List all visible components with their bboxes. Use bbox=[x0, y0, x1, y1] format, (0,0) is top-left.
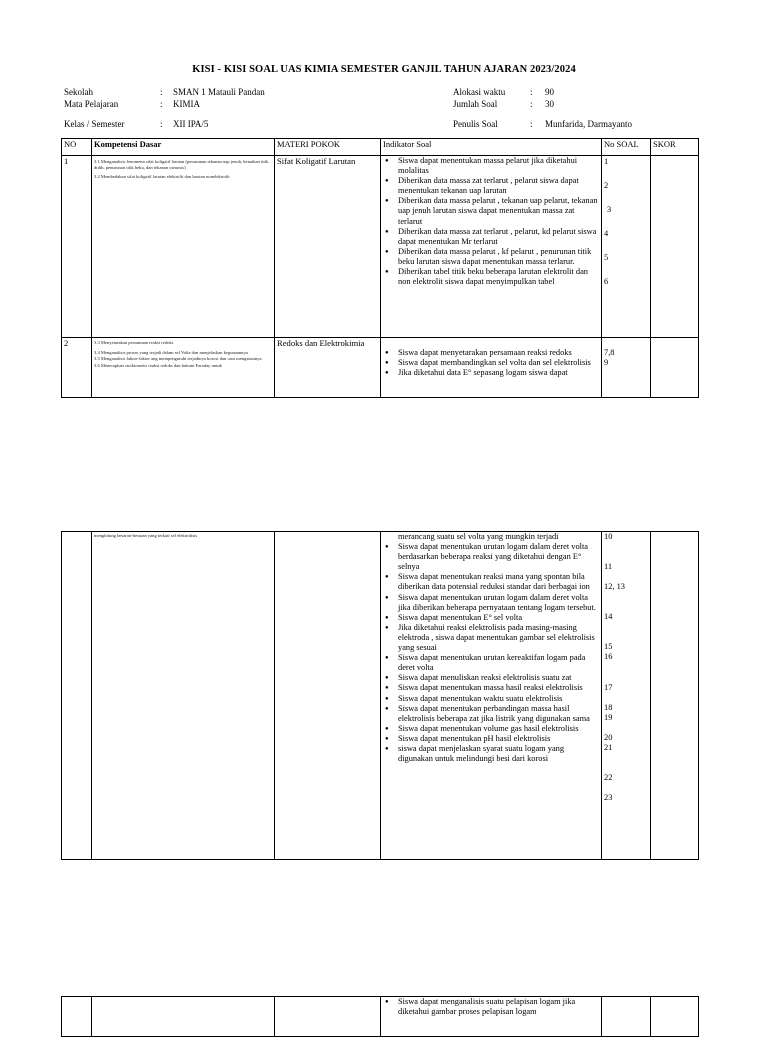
indikator-item: ● Siswa dapat menentukan massa pelarut jika diketahui molalitas bbox=[383, 156, 599, 176]
no-soal: 23 bbox=[604, 793, 613, 803]
meta-label-jumlah-soal: Jumlah Soal bbox=[453, 99, 498, 109]
kd-cell bbox=[92, 156, 275, 338]
meta-colon: : bbox=[160, 87, 163, 97]
no-soal: 2 bbox=[604, 181, 609, 191]
skor-cell bbox=[651, 532, 699, 860]
kd-item: 3.5 Menganalisis faktor-faktor ang mempengaruhi terjadinya korosi dan cara mengatasinya bbox=[94, 356, 262, 362]
indikator-cell bbox=[381, 532, 602, 860]
meta-label-alokasi: Alokasi waktu bbox=[453, 87, 506, 97]
no-soal: 9 bbox=[604, 358, 609, 368]
kd-cell bbox=[92, 997, 275, 1037]
indikator-item: ● Siswa dapat menentukan volume gas hasil elektrolisis bbox=[383, 724, 599, 734]
meta-label-penulis: Penulis Soal bbox=[453, 119, 498, 129]
no-soal-cell bbox=[602, 338, 651, 398]
header-materi-pokok: MATERI POKOK bbox=[275, 139, 381, 156]
kd-cell: menghitung besaran-besaran yang terkait sel elektrolisis bbox=[92, 532, 275, 860]
meta-colon: : bbox=[160, 119, 163, 129]
materi-pokok: Redoks dan Elektrokimia bbox=[275, 338, 381, 398]
indikator-item: ● Siswa dapat menentukan E° sel volta bbox=[383, 613, 599, 623]
no-soal: 12, 13 bbox=[604, 582, 625, 592]
kd-item: 3.3 Menyetarakan persamaan reaksi redoks bbox=[94, 340, 174, 345]
header-no-soal: No SOAL bbox=[602, 139, 651, 156]
materi-pokok: Sifat Koligatif Larutan bbox=[275, 156, 381, 338]
indikator-item: ● Jika diketahui data E° sepasang logam siswa dapat bbox=[383, 368, 599, 378]
indikator-item: ● Siswa dapat menentukan perbandingan massa hasil elektrolisis beberapa zat jika listrik yang digunakan sama bbox=[383, 704, 599, 724]
meta-colon: : bbox=[160, 99, 163, 109]
meta-colon: : bbox=[530, 119, 533, 129]
no-soal-cell bbox=[602, 156, 651, 338]
header-kompetensi-dasar: Kompetensi Dasar bbox=[92, 139, 275, 156]
no-soal: 20 bbox=[604, 732, 613, 742]
indikator-item: ● Siswa dapat menentukan massa hasil reaksi elektrolisis bbox=[383, 683, 599, 693]
meta-right bbox=[453, 86, 683, 136]
meta-label-mapel: Mata Pelajaran bbox=[64, 99, 119, 109]
no-soal: 14 bbox=[604, 612, 613, 622]
materi-pokok bbox=[275, 532, 381, 860]
indikator-item: ● Diberikan tabel titik beku beberapa larutan elektrolit dan non elektrolit siswa dapat menyimpulkan tabel bbox=[383, 267, 599, 287]
kisi-table-continued bbox=[61, 531, 699, 860]
indikator-item: ● Diberikan data massa zat terlarut , pelarut siswa dapat menentukan tekanan uap larutan bbox=[383, 176, 599, 196]
header-skor: SKOR bbox=[651, 139, 699, 156]
no-soal: 21 bbox=[604, 742, 613, 752]
no-soal: 15 bbox=[604, 642, 613, 652]
indikator-item: ● Diberikan data massa zat terlarut , pelarut, kd pelarut siswa dapat menentukan Mr terlarut bbox=[383, 227, 599, 247]
no-soal: 19 bbox=[604, 712, 613, 722]
indikator-item: ● siswa dapat menjelaskan syarat suatu logam yang digunakan untuk melindungi besi dari korosi bbox=[383, 744, 599, 764]
header-no: NO bbox=[62, 139, 92, 156]
no-soal: 18 bbox=[604, 702, 613, 712]
indikator-continued: merancang suatu sel volta yang mungkin terjadi bbox=[398, 532, 559, 541]
indikator-item: ● Siswa dapat menyetarakan persamaan reaksi redoks bbox=[383, 348, 599, 358]
indikator-cell bbox=[381, 156, 602, 338]
kisi-table-page3 bbox=[61, 996, 699, 1037]
indikator-item: ● Siswa dapat menentukan urutan kereaktifan logam pada deret volta bbox=[383, 653, 599, 673]
kd-cell bbox=[92, 338, 275, 398]
skor-cell bbox=[651, 156, 699, 338]
indikator-item: ● Siswa dapat membandingkan sel volta dan sel elektrolisis bbox=[383, 358, 599, 368]
table-header-row bbox=[62, 139, 699, 156]
no-soal: 1 bbox=[604, 157, 609, 166]
materi-pokok bbox=[275, 997, 381, 1037]
no-soal: 16 bbox=[604, 652, 613, 662]
indikator-item: ● Diberikan data massa pelarut , tekanan uap pelarut, tekanan uap jenuh larutan siswa dapat menentukan massa zat terlarut bbox=[383, 196, 599, 226]
indikator-item: ● Siswa dapat menentukan urutan logam dalam deret volta jika diberikan beberapa pernyataan tentang logam tersebut. bbox=[383, 593, 599, 613]
indikator-item: ● Siswa dapat menentukan pH hasil elektrolisis bbox=[383, 734, 599, 744]
table-row bbox=[62, 532, 699, 860]
meta-value-penulis: Munfarida, Darmayanto bbox=[545, 119, 632, 129]
meta-label-sekolah: Sekolah bbox=[64, 87, 93, 97]
kd-item: 3.6 Menerapkan stoikiometri reaksi redoks dan hukum Faraday untuk bbox=[94, 362, 222, 368]
no-soal: 10 bbox=[604, 532, 613, 541]
row-no: 2 bbox=[62, 338, 92, 398]
meta-value-kelas: XII IPA/5 bbox=[173, 119, 209, 129]
no-soal: 4 bbox=[604, 229, 609, 239]
no-soal: 6 bbox=[604, 277, 609, 287]
meta-left bbox=[64, 86, 294, 136]
indikator-cell bbox=[381, 997, 602, 1037]
skor-cell bbox=[651, 997, 699, 1037]
indikator-item: ● Siswa dapat menganalisis suatu pelapisan logam jika diketahui gambar proses pelapisan logam bbox=[383, 997, 599, 1017]
no-soal-cell bbox=[602, 532, 651, 860]
meta-value-alokasi: 90 bbox=[545, 87, 554, 97]
indikator-cell bbox=[381, 338, 602, 398]
skor-cell bbox=[651, 338, 699, 398]
table-row bbox=[62, 997, 699, 1037]
kd-item: 3.4 Menganalisis proses yang terjadi dalam sel Volta dan menjelaskan kegunaannya bbox=[94, 349, 248, 355]
meta-colon: : bbox=[530, 87, 533, 97]
kd-item: 3.2 Membedakan sifat koligatif larutan elektrolit dan larutan nonelektrolit bbox=[94, 174, 230, 180]
table-row bbox=[62, 338, 699, 398]
indikator-item: ● Siswa dapat menentukan waktu suatu elektrolisis bbox=[383, 694, 599, 704]
row-no: 1 bbox=[62, 156, 92, 338]
indikator-item: ● Siswa dapat menuliskan reaksi elektrolisis suatu zat bbox=[383, 673, 599, 683]
no-soal: 22 bbox=[604, 773, 613, 783]
meta-value-jumlah-soal: 30 bbox=[545, 99, 554, 109]
table-row bbox=[62, 156, 699, 338]
meta-value-sekolah: SMAN 1 Matauli Pandan bbox=[173, 87, 265, 97]
meta-value-mapel: KIMIA bbox=[173, 99, 200, 109]
no-soal: 11 bbox=[604, 562, 613, 572]
indikator-item: ● Jika diketahui reaksi elektrolisis pada masing-masing elektroda , siswa dapat menentukan gambar sel elektrolisis yang sesuai bbox=[383, 623, 599, 653]
meta-label-kelas: Kelas / Semester bbox=[64, 119, 125, 129]
indikator-item: ● Diberikan data massa pelarut , kf pelarut , penurunan titik beku larutan siswa dapat menentukan massa terlarur. bbox=[383, 247, 599, 267]
kisi-table bbox=[61, 138, 699, 398]
no-soal-cell bbox=[602, 997, 651, 1037]
meta-colon: : bbox=[530, 99, 533, 109]
indikator-item: ● Siswa dapat menentukan reaksi mana yang spontan bila diberikan data potensial reduksi standar dari berbagai ion bbox=[383, 572, 599, 592]
indikator-item: ● Siswa dapat menentukan urutan logam dalam deret volta berdasarkan beberapa reaksi yang diketahui dengan E° selnya bbox=[383, 542, 599, 572]
header-indikator-soal: Indikator Soal bbox=[381, 139, 602, 156]
no-soal: 7,8 bbox=[604, 348, 615, 357]
no-soal: 5 bbox=[604, 253, 609, 263]
document-title: KISI - KISI SOAL UAS KIMIA SEMESTER GANJIL TAHUN AJARAN 2023/2024 bbox=[192, 64, 576, 75]
no-soal: 3 bbox=[607, 205, 612, 215]
no-soal: 17 bbox=[604, 682, 613, 692]
kd-item: 3.1 Menganalisis fenomena sifat koligatif larutan (penurunan tekanan uap jenuh, kenaikan titik didih, penurunan titik beku, dan tekanan osmosis) bbox=[94, 159, 269, 170]
row-no bbox=[62, 997, 92, 1037]
row-no bbox=[62, 532, 92, 860]
